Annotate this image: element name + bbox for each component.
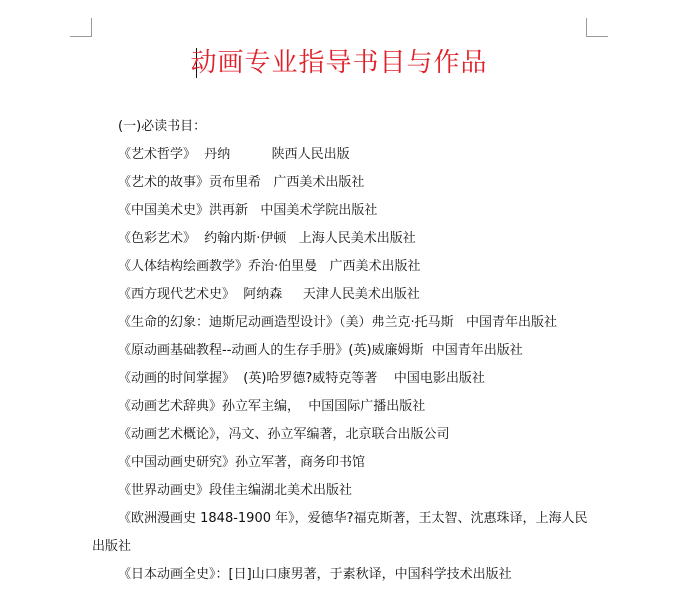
book-item[interactable]: 《原动画基础教程--动画人的生存手册》(英)威廉姆斯 中国青年出版社 (118, 343, 523, 358)
crop-mark-top-right-horizontal (586, 36, 608, 37)
book-item[interactable]: 《人体结构绘画教学》乔治·伯里曼 广西美术出版社 (118, 259, 421, 274)
section-heading[interactable]: (一)必读书目： (118, 119, 207, 134)
book-item[interactable]: 《世界动画史》段佳主编湖北美术出版社 (118, 483, 353, 498)
book-item[interactable]: 《艺术的故事》贡布里希 广西美术出版社 (118, 175, 365, 190)
book-item[interactable]: 《中国动画史研究》孙立军著，商务印书馆 (118, 455, 366, 470)
book-item[interactable]: 《中国美术史》洪再新 中国美术学院出版社 (118, 203, 378, 218)
book-item[interactable]: 《欧洲漫画史 1848-1900 年》，爱德华?福克斯著，王太智、沈惠珠译，上海人民出版社 (92, 511, 588, 554)
crop-mark-top-left-vertical (91, 18, 92, 36)
book-item[interactable]: 《动画艺术概论》，冯文、孙立军编著，北京联合出版公司 (118, 427, 450, 442)
book-item[interactable]: 《艺术哲学》 丹纳 陕西人民出版 (118, 147, 350, 162)
book-item[interactable]: 《色彩艺术》 约翰内斯·伊顿 上海人民美术出版社 (118, 231, 416, 246)
document-title[interactable]: 动画专业指导书目与作品 (190, 48, 488, 78)
book-item[interactable]: 《动画艺术辞典》孙立军主编， 中国国际广播出版社 (118, 399, 426, 414)
crop-mark-top-left-horizontal (70, 36, 92, 37)
book-item[interactable]: 《日本动画全史》：[日]山口康男著，于素秋译，中国科学技术出版社 (118, 567, 512, 582)
book-item[interactable]: 《西方现代艺术史》 阿纳森 天津人民美术出版社 (118, 287, 420, 302)
book-item[interactable]: 《动画的时间掌握》 (英)哈罗德?威特克等著 中国电影出版社 (118, 371, 485, 386)
document-body[interactable] (92, 113, 592, 589)
book-item[interactable]: 《生命的幻象：迪斯尼动画造型设计》（美）弗兰克·托马斯 中国青年出版社 (118, 315, 558, 330)
crop-mark-top-right-vertical (586, 18, 587, 36)
